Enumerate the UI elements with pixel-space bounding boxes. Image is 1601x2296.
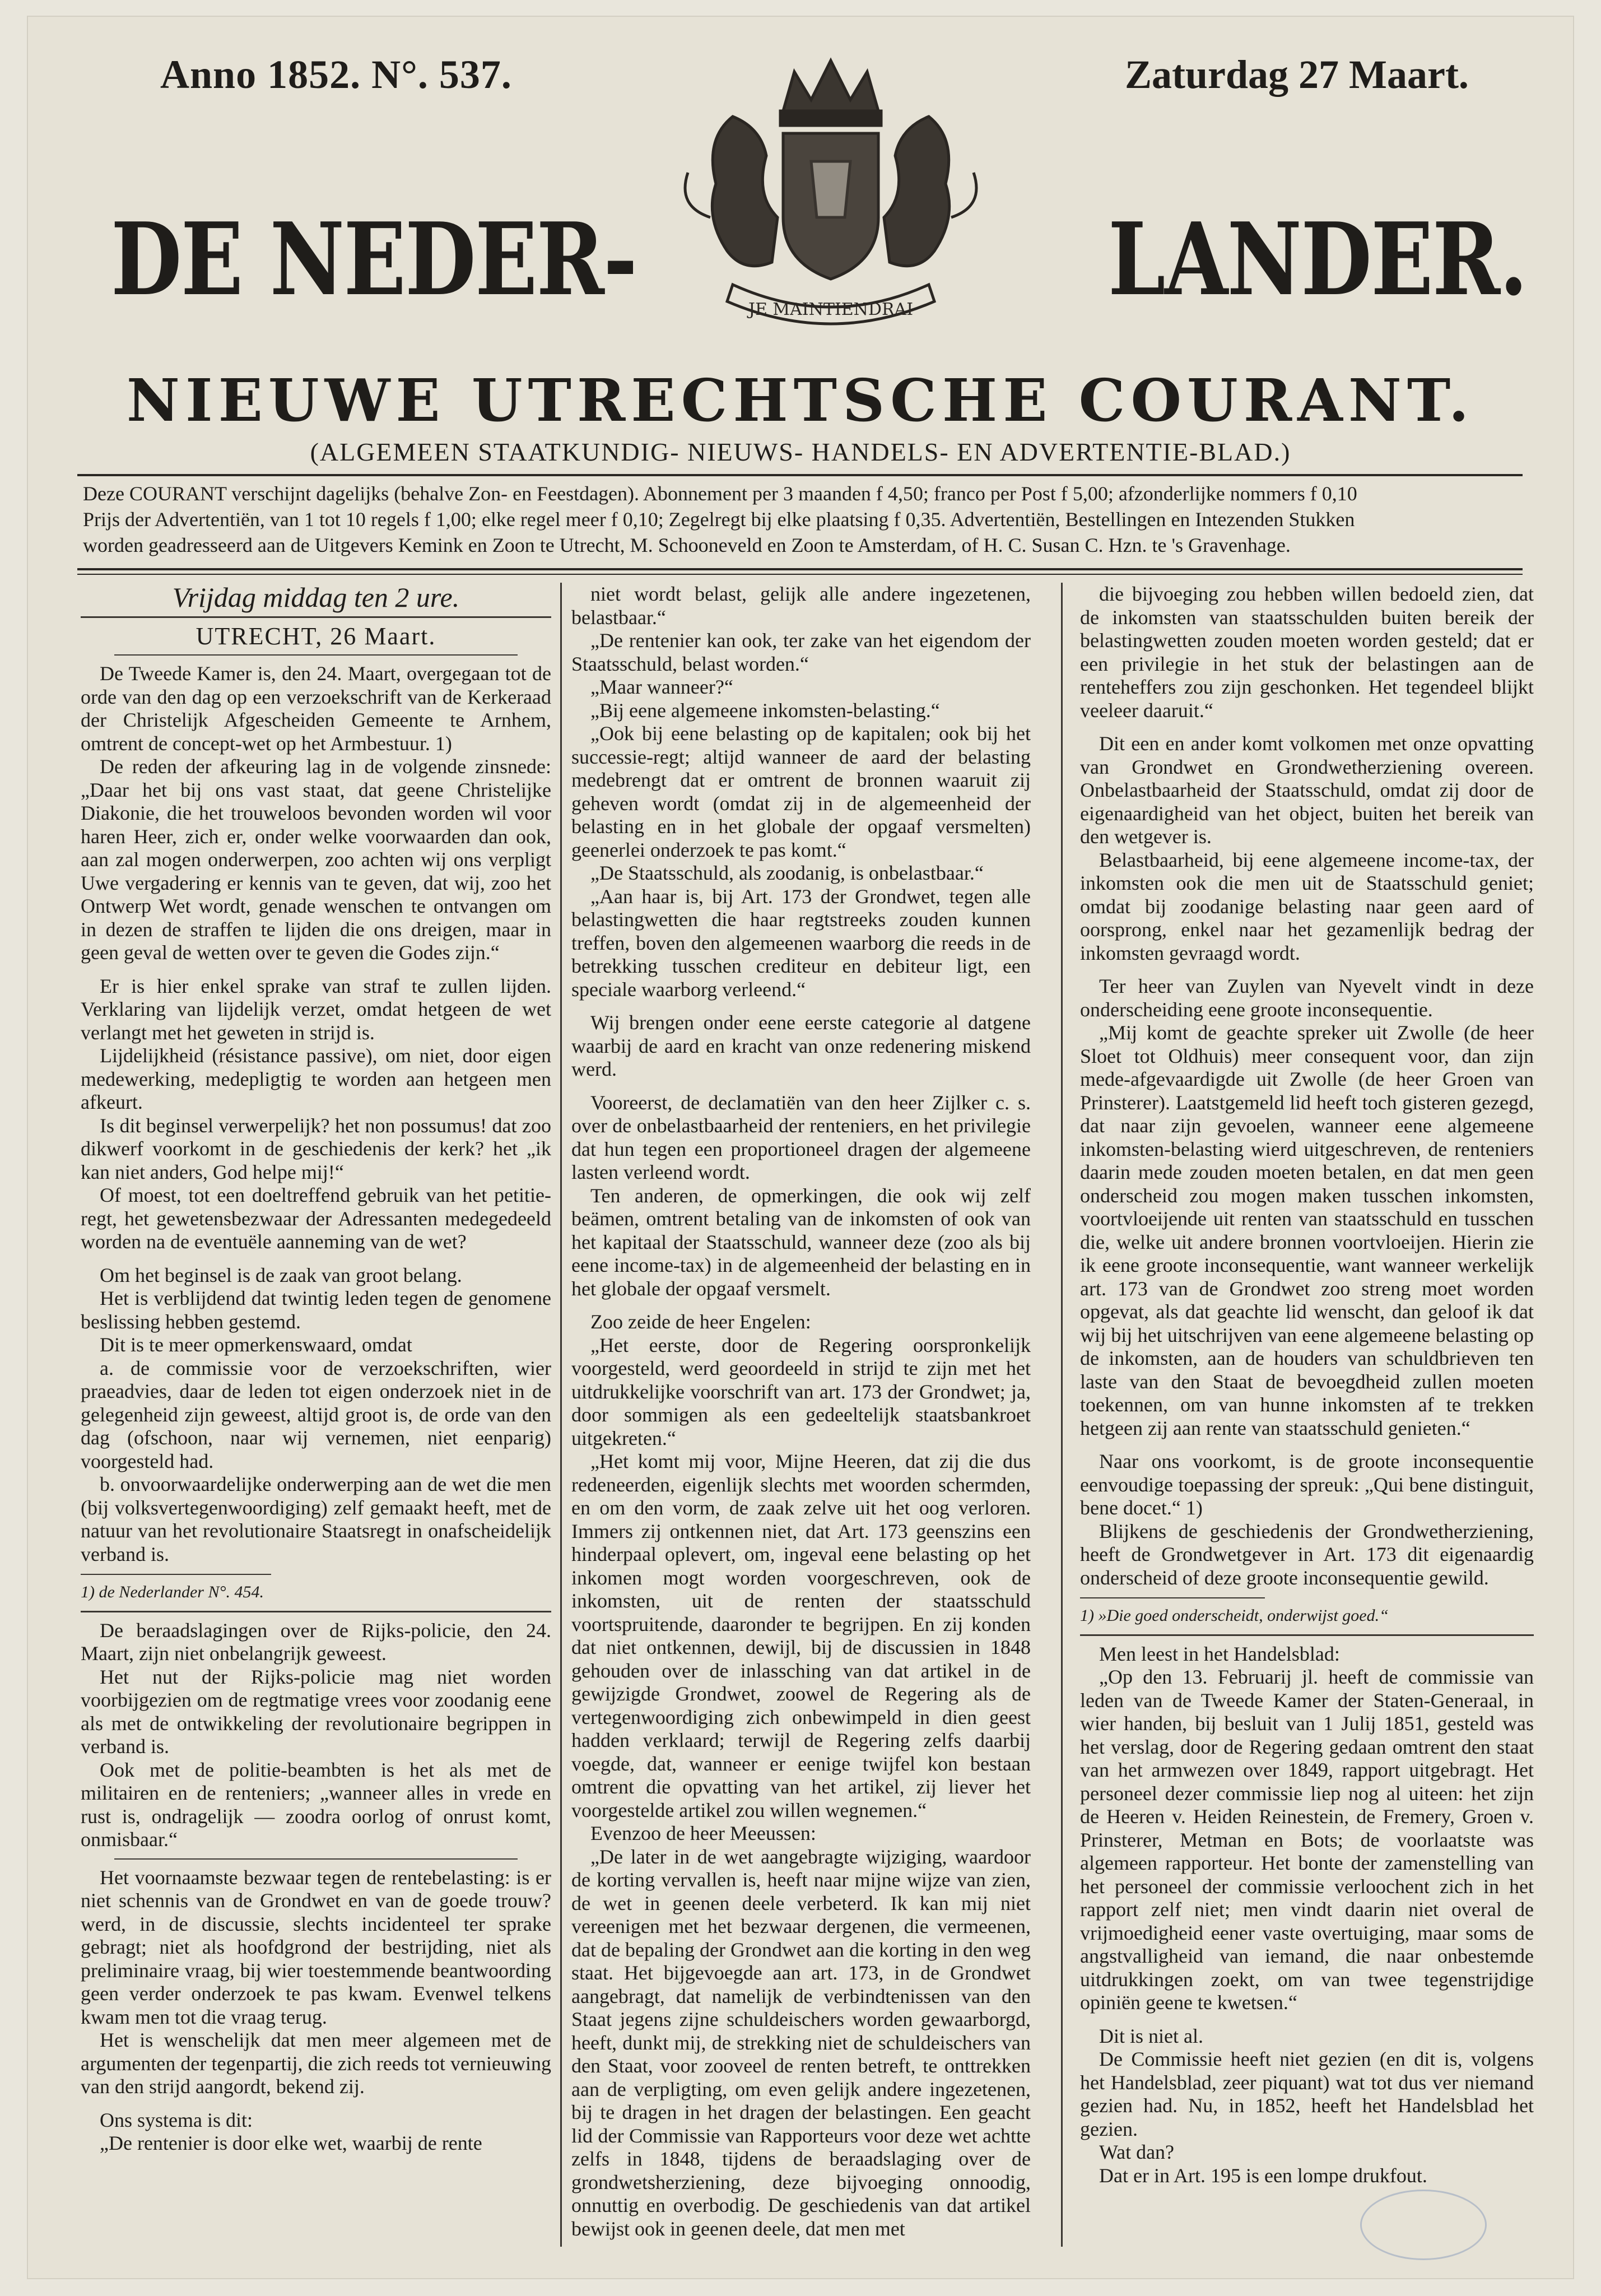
masthead-right: LANDER.	[1108, 201, 1527, 318]
paragraph: Belastbaarheid, bij eene algemeene income-tax, der inkomsten ook die men uit de Staatsschuld geniet; omdat bij zoodanige belasting naar geen aard of oorsprong, enkel naar het gezamenlijk bedrag der inkomsten gevraagd wordt.	[1080, 848, 1534, 964]
paper-subtitle-descriptor: (ALGEMEEN STAATKUNDIG- NIEUWS- HANDELS- EN ADVERTENTIE-BLAD.)	[310, 438, 1291, 466]
column-1	[81, 583, 551, 2155]
paragraph: niet wordt belast, gelijk alle andere ingezetenen, belastbaar.“	[571, 583, 1031, 629]
paragraph: „Het eerste, door de Regering oorspronkelijk voorgesteld, werd geoordeeld in strijd te zijn met het uitdrukkelijke voorschrift van art. 173 der Grondwet; ja, door sommigen als een gedeeltelijk staatsbankroet uitgekreten.“	[571, 1333, 1031, 1449]
column-divider	[560, 583, 562, 2247]
paragraph: „Aan haar is, bij Art. 173 der Grondwet, tegen alle belastingwetten die haar regtstreeks zouden kunnen treffen, boven den algemeenen waarborg die reeds in de betrekking tusschen crediteur en debiteur ligt, een speciale waarborg verleend.“	[571, 885, 1031, 1001]
paragraph: Is dit beginsel verwerpelijk? het non possumus! dat zoo dikwerf voorkomt in de geschiedenis der kerk? het „ik kan niet anders, God helpe mij!“	[81, 1114, 551, 1183]
paragraph: De Tweede Kamer is, den 24. Maart, overgegaan tot de orde van den dag op een verzoekschrift van de Kerkeraad der Christelijk Afgescheiden Gemeente te Arnhem, omtrent de concept-wet op het Armbestuur. 1)	[81, 662, 551, 755]
paragraph: Het nut der Rijks-policie mag niet worden voorbijgezien om de regtmatige vrees voor zoodanig eene als met de ontwikkeling der revolutionaire begrippen in verband is.	[81, 1665, 551, 1758]
paragraph: Dat er in Art. 195 is een lompe drukfout.	[1099, 2164, 1427, 2187]
column-divider	[1061, 583, 1063, 2247]
paragraph: „De later in de wet aangebragte wijziging, waardoor de korting vervallen is, heeft naar mijne wijze van zien, de wet in geenen deele verbeterd. Ik kan mij niet vereenigen met het bezwaar dergenen, die vermeenen, dat de bepaling der Grondwet aan die korting in den weg staat. Het bijgevoegde aan art. 173, in de Grondwet aangebragt, dat namelijk de verbindtenissen van den Staat jegens zijne schuldeischers worden gewaarborgd, heeft, dunkt mij, de strekking niet de schuldeischers van den Staat, voor zooveel de renten betreft, te onttrekken aan de verpligting, om even gelijk andere ingezetenen, bij te dragen in het dragen der belastingen. Een geacht lid der Commissie van Rapporteurs voor deze wet achtte zelfs in 1848, tijdens de beraadslaging over de grondwetsherziening, deze bijvoeging onnoodig, onnuttig en overbodig. De geschiedenis van dat artikel bewijst ook in geenen deele, dat men met	[571, 1845, 1031, 2240]
paragraph: Evenzoo de heer Meeussen:	[590, 1822, 816, 1844]
paragraph: De Commissie heeft niet gezien (en dit is, volgens het Handelsblad, zeer piquant) wat tot dus ver niemand gezien had. Nu, in 1852, heeft het Handelsblad het gezien.	[1080, 2048, 1534, 2140]
paragraph: „De rentenier kan ook, ter zake van het eigendom der Staatsschuld, belast worden.“	[571, 629, 1031, 675]
library-stamp	[1360, 2190, 1487, 2260]
paragraph: Ter heer van Zuylen van Nyevelt vindt in deze onderscheiding eene groote inconsequentie.	[1080, 975, 1534, 1021]
paper-subtitle: NIEUWE UTRECHTSCHE COURANT.	[126, 366, 1475, 435]
paragraph: Wat dan?	[1099, 2141, 1175, 2163]
paragraph: Ook met de politie-beambten is het als met de militairen en de renteniers; „wanneer alles in vrede en rust is, ondragelijk — zoodra oorlog of onrust komt, onmisbaar.“	[81, 1758, 551, 1851]
paragraph: De reden der afkeuring lag in de volgende zinsnede: „Daar het bij ons vast staat, dat geene Christelijke Diakonie, die het trouweloos bevonden worden wil voor haren Heer, zich er, onder welke voorwaarden dan ook, aan zal mogen onderwerpen, zoo achten wij ons verpligt Uwe vergadering er kennis van te geven, dat wij, zoo het Ontwerp Wet wordt, genade wenschen te ontvangen om in dezen de straffen te lijden die ons dreigen, maar in geen geval de wetten over te geven die Godes zijn.“	[81, 755, 551, 964]
paragraph: die bijvoeging zou hebben willen bedoeld zien, dat de inkomsten van staatsschulden buiten bereik der belastingwetten zouden moeten worden gesteld; dat er een privilegie in het stuk der belastingen aan de renteheffers zou zijn geschonken. Het tegendeel blijkt veeleer daaruit.“	[1080, 583, 1534, 722]
paragraph: „Het komt mij voor, Mijne Heeren, dat zij die dus redeneerden, eigenlijk slechts met woorden schermden, en om den vorm, de zaak zelve uit het oog verloren. Immers zij ontkennen niet, dat Art. 173 geenszins een hinderpaal oplevert, om, ingeval eene belasting op het inkomen mogt worden voorgeschreven, ook de inkomsten, uit de renten der staatsschuld voortspruitende, daaronder te begrijpen. En zij konden dat niet ontkennen, dewijl, bij de discussien in 1848 gehouden over de inlassching van dat artikel in de gewijzigde Grondwet, zoowel de Regering als de vertegenwoordiging zich onbewimpeld in dien geest hadden verklaard; terwijl de Regering zelfs daarbij voegde, dat, wanneer er eenige twijfel kon bestaan omtrent die opvatting van het artikel, zij liever het voorgestelde artikel zou willen wegnemen.“	[571, 1450, 1031, 1821]
paragraph: Blijkens de geschiedenis der Grondwetherziening, heeft de Grondwetgever in Art. 173 dit eigenaardig onderscheid of deze groote inconsequentie gewild.	[1080, 1519, 1534, 1589]
rule	[1080, 1634, 1534, 1636]
paragraph: „De Staatsschuld, als zoodanig, is onbelastbaar.“	[590, 862, 984, 884]
paragraph: Er is hier enkel sprake van straf te zullen lijden. Verklaring van lijdelijk verzet, omdat hetgeen de wet verlangt met het geweten in strijd is.	[81, 974, 551, 1044]
paragraph: Of moest, tot een doeltreffend gebruik van het petitie-regt, het gewetensbezwaar der Adressanten medegedeeld worden na de eventuële aanneming van de wet?	[81, 1184, 551, 1253]
royal-coat-of-arms-icon	[643, 49, 1018, 341]
header-rule-bottom-thin	[77, 574, 1523, 575]
paragraph: Naar ons voorkomt, is de groote inconsequentie eenvoudige toepassing der spreuk: „Qui bene distinguit, bene docet.“ 1)	[1080, 1450, 1534, 1519]
paragraph: b. onvoorwaardelijke onderwerping aan de wet die men (bij volksvertegenwoordiging) zelf gemaakt heeft, met de natuur van het revolutionaire Staatsregt in onafscheidelijk verband is.	[81, 1473, 551, 1565]
terms-line: worden geadresseerd aan de Uitgevers Kemink en Zoon te Utrecht, M. Schooneveld en Zoon te Amsterdam, of H. C. Susan C. Hzn. te 's Gravenhage.	[83, 534, 1291, 556]
paragraph: Het voornaamste bezwaar tegen de rentebelasting: is er niet schennis van de Grondwet en van de goede trouw? werd, in de discussie, slechts incidenteel ter sprake gebragt; niet als hoofdgrond der bestrijding, niet als preliminaire vraag, bij wier toestemmende beantwoording geen verder onderzoek te pas kwam. Evenwel telkens kwam men tot die vraag terug.	[81, 1866, 551, 2028]
header-rule-bottom	[77, 568, 1523, 570]
header-rule-top	[77, 474, 1523, 476]
paragraph: Ons systema is dit:	[100, 2108, 253, 2131]
subscription-terms	[83, 481, 1517, 558]
terms-line: Prijs der Advertentiën, van 1 tot 10 regels f 1,00; elke regel meer f 0,10; Zegelregt bij elke plaatsing f 0,35. Advertentiën, Bestellingen en Intezenden Stukken	[83, 508, 1355, 531]
column-3	[1080, 583, 1534, 2187]
crest-motto: JE MAINTIENDRAI	[748, 300, 914, 319]
rule	[114, 654, 518, 656]
rule	[81, 1611, 551, 1612]
paragraph: Ten anderen, de opmerkingen, die ook wij zelf beämen, omtrent betaling van de inkomsten of ook van het kapitaal der Staatsschuld, wanneer deze (zoo als bij eene income-tax) in de algemeenheid der belasting en in het globale der opgaaf versmelt.	[571, 1184, 1031, 1300]
edition-heading: Vrijdag middag ten 2 ure.	[172, 582, 460, 613]
newspaper-page	[27, 16, 1574, 2279]
footnote: 1) de Nederlander N°. 454.	[81, 1583, 264, 1601]
paragraph: Zoo zeide de heer Engelen:	[590, 1310, 811, 1333]
footnote: 1) »Die goed onderscheidt, onderwijst goed.“	[1080, 1606, 1389, 1625]
paragraph: Dit is niet al.	[1099, 2024, 1203, 2047]
issue-date: Zaturdag 27 Maart.	[1125, 52, 1469, 97]
dateline: UTRECHT, 26 Maart.	[196, 622, 436, 650]
paragraph: Lijdelijkheid (résistance passive), om niet, door eigen medewerking, medepligtig te worden aan hetgeen men afkeurt.	[81, 1044, 551, 1113]
paragraph: Het is verblijdend dat twintig leden tegen de genomene beslissing hebben gestemd.	[81, 1287, 551, 1333]
footnote-rule	[1080, 1597, 1265, 1598]
paragraph: a. de commissie voor de verzoekschriften, wier praeadvies, daar de leden tot eigen onderzoek niet in de gelegenheid zijn geweest, altijd groot is, de orde van den dag (ofschoon, naar wij vernemen, niet eenparig) voorgesteld had.	[81, 1356, 551, 1472]
issue-number: Anno 1852. N°. 537.	[160, 52, 512, 97]
column-2	[571, 583, 1031, 2241]
paragraph: Wij brengen onder eene eerste categorie al datgene waarbij de aard en kracht van onze redenering miskend werd.	[571, 1011, 1031, 1080]
rule	[81, 616, 551, 618]
footnote-rule	[81, 1574, 271, 1575]
paragraph: Dit is te meer opmerkenswaard, omdat	[100, 1333, 412, 1356]
paragraph: Vooreerst, de declamatiën van den heer Zijlker c. s. over de onbelastbaarheid der renteniers, en het privilegie dat hun tegen een proportioneel dragen der algemeene lasten verleend wordt.	[571, 1091, 1031, 1183]
paragraph: Men leest in het Handelsblad:	[1099, 1642, 1340, 1665]
paragraph: „Mij komt de geachte spreker uit Zwolle (de heer Sloet tot Oldhuis) meer consequent voor, dan zijn mede-afgevaardigde uit Zwolle (de heer Groen van Prinsterer). Laatstgemeld lid heeft toch gisteren gezegd, dat naar zijn gevoelen, wanneer eene algemeene inkomsten-belasting wierd uitgeschreven, de renteniers daarin mede zouden moeten betalen, en dat men geen onderscheid zou mogen maken tusschen inkomsten, voortvloeijende uit renten van staatsschuld en tusschen die, welke uit andere bronnen voortvloeijen. Hierin zie ik eene groote inconsequentie, want wanneer werkelijk art. 173 van de Grondwet zoo streng moet worden opgevat, als dat geachte lid wenscht, dan geloof ik dat wij bij het uitschrijven van eene algemeene belasting op de inkomsten, aan de houders van schuldbrieven ten laste van den Staat de bevoegdheid zullen moeten toekennen, om van hunne inkomsten af te trekken hetgeen zij aan rente van staatsschuld genieten.“	[1080, 1021, 1534, 1439]
paragraph: „Bij eene algemeene inkomsten-belasting.“	[590, 699, 940, 722]
paragraph: Dit een en ander komt volkomen met onze opvatting van Grondwet en Grondwetherziening overeen. Onbelastbaarheid der Staatsschuld, omdat zij door de eigenaardigheid van het object, buiten het bereik van den wetgever is.	[1080, 732, 1534, 848]
paragraph: „De rentenier is door elke wet, waarbij de rente	[100, 2132, 482, 2154]
masthead-left: DE NEDER-	[111, 201, 637, 318]
paragraph: Het is wenschelijk dat men meer algemeen met de argumenten der tegenpartij, die zich reeds tot vernieuwing van den strijd aangordt, bekend zij.	[81, 2029, 551, 2098]
rule	[114, 1858, 518, 1860]
paragraph: „Maar wanneer?“	[590, 676, 733, 698]
paragraph: De beraadslagingen over de Rijks-policie, den 24. Maart, zijn niet onbelangrijk geweest.	[81, 1619, 551, 1665]
paragraph: „Ook bij eene belasting op de kapitalen; ook bij het successie-regt; altijd wanneer de aard der belasting medebrengt dat er omtrent de bronnen waaruit zij geheven wordt (omdat zij in de algemeenheid der belasting en in het globale der opgaaf versmelten) geenerlei onderzoek te pas komt.“	[571, 722, 1031, 861]
terms-line: Deze COURANT verschijnt dagelijks (behalve Zon- en Feestdagen). Abonnement per 3 maanden f 4,50; franco per Post f 5,00; afzonderlijke nommers f 0,10	[83, 482, 1357, 505]
paragraph: „Op den 13. Februarij jl. heeft de commissie van leden van de Tweede Kamer der Staten-Generaal, in wier handen, bij besluit van 1 Julij 1851, gesteld was het verslag, door de Regering gedaan omtrent den staat van het armwezen over 1849, rapport uitgebragt. Het personeel dezer commissie liep nog al uiteen: het zijn de Heeren v. Heiden Reinestein, de Fremery, Groen v. Prinsterer, Metman en Bots; de voorlaatste was algemeen rapporteur. Het bonte der zamenstelling van het personeel der commissie verloochent zich in het rapport zelf niet; men vindt daarin niet overal de vrijmoedigheid eener vaste overtuiging, maar soms de angstvalligheid van iemand, die naar onbestemde uitdrukkingen zoekt, om van twee tegenstrijdige opiniën geene te kwetsen.“	[1080, 1666, 1534, 2014]
paragraph: Om het beginsel is de zaak van groot belang.	[100, 1263, 462, 1286]
